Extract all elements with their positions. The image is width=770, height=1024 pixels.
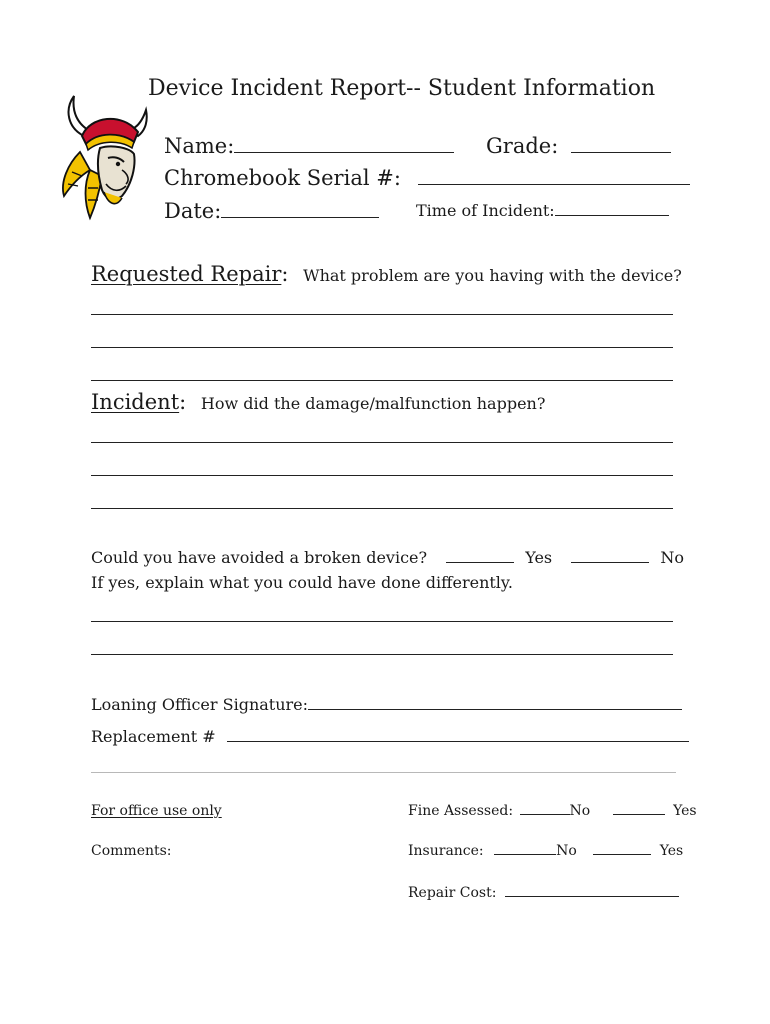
grade-field[interactable] [486,134,671,158]
replacement-blank[interactable] [227,740,689,742]
fine-yes-label: Yes [673,803,697,819]
repair-cost-row [408,885,679,901]
avoid-question: Could you have avoided a broken device? [91,548,428,567]
fine-assessed-label: Fine Assessed: [408,803,514,819]
repair-cost-label: Repair Cost: [408,885,497,901]
insurance-yes-blank[interactable] [593,853,651,855]
date-label: Date: [164,199,222,223]
avoid-followup: If yes, explain what you could have done differently. [91,573,513,592]
incident-line-1[interactable] [91,442,673,443]
date-blank[interactable] [221,216,379,218]
time-blank[interactable] [555,214,669,216]
fine-yes-blank[interactable] [613,813,665,815]
serial-field[interactable] [164,166,690,190]
replacement-label: Replacement # [91,727,216,746]
requested-repair-colon: : [281,262,289,286]
grade-label: Grade: [486,134,559,158]
avoid-no-label: No [660,548,684,567]
insurance-label: Insurance: [408,843,484,859]
repair-cost-blank[interactable] [505,895,679,897]
incident-line-2[interactable] [91,475,673,476]
insurance-no-label: No [556,843,577,859]
incident-prompt: How did the damage/malfunction happen? [200,394,546,413]
name-field[interactable] [164,134,454,158]
explain-line-1[interactable] [91,621,673,622]
office-use-label: For office use only [91,803,222,819]
viking-logo-icon [50,92,150,227]
repair-line-3[interactable] [91,380,673,381]
officer-signature-field[interactable] [91,695,682,714]
page-title: Device Incident Report-- Student Information [148,76,656,101]
time-field[interactable] [416,201,669,220]
avoid-question-row [91,548,684,567]
avoid-yes-blank[interactable] [446,561,514,563]
time-label: Time of Incident: [416,201,555,220]
name-blank[interactable] [234,151,454,153]
officer-signature-blank[interactable] [308,708,682,710]
repair-line-1[interactable] [91,314,673,315]
avoid-yes-label: Yes [525,548,553,567]
comments-label: Comments: [91,843,172,859]
requested-repair-heading [91,262,682,286]
insurance-row [408,843,683,859]
name-label: Name: [164,134,235,158]
date-field[interactable] [164,199,379,223]
repair-line-2[interactable] [91,347,673,348]
incident-line-3[interactable] [91,508,673,509]
requested-repair-prompt: What problem are you having with the device? [303,266,682,285]
serial-blank[interactable] [418,183,690,185]
section-divider [91,772,676,773]
insurance-no-blank[interactable] [494,853,556,855]
requested-repair-title: Requested Repair [91,262,282,286]
explain-line-2[interactable] [91,654,673,655]
incident-colon: : [179,390,187,414]
grade-blank[interactable] [571,151,671,153]
fine-no-blank[interactable] [520,813,570,815]
serial-label: Chromebook Serial #: [164,166,401,190]
fine-no-label: No [569,803,591,819]
insurance-yes-label: Yes [659,843,684,859]
replacement-field[interactable] [91,727,689,746]
officer-signature-label: Loaning Officer Signature: [91,695,309,714]
incident-heading [91,390,545,414]
incident-title: Incident [91,390,180,414]
fine-assessed-row [408,803,697,819]
avoid-no-blank[interactable] [571,561,649,563]
